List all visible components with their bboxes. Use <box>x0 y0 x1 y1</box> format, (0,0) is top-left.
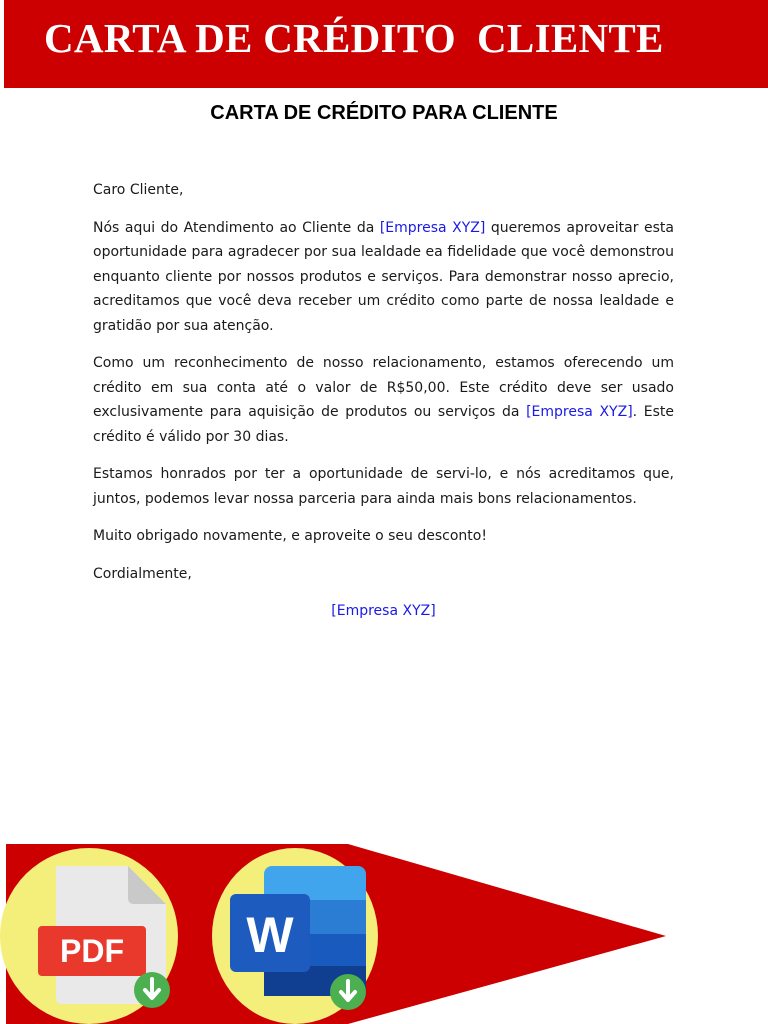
word-file-icon <box>212 848 378 1024</box>
paragraph-4: Muito obrigado novamente, e aproveite o seu desconto! <box>93 528 487 544</box>
header-banner <box>4 0 768 88</box>
word-download-button[interactable] <box>212 848 378 1024</box>
pdf-file-icon <box>0 848 178 1024</box>
paragraph-1-text-b: queremos aproveitar esta oportunidade para agradecer por sua lealdade ea fidelidade que você demonstrou enquanto cliente por nossos produtos e serviços. Para demonstrar nosso aprecio, acreditamos que você deva receber um crédito como parte de nossa lealdade e gratidão por sua atenção. <box>93 219 674 334</box>
company-placeholder: [Empresa XYZ] <box>379 219 486 236</box>
paragraph-3: Estamos honrados por ter a oportunidade de servi-lo, e nós acreditamos que, juntos, podemos levar nossa parceria para ainda mais bons relacionamentos. <box>93 466 674 507</box>
greeting: Caro Cliente, <box>93 182 184 198</box>
paragraph-1-text-a: Nós aqui do Atendimento ao Cliente da <box>93 219 380 236</box>
paragraph-2-text-b: . Este crédito é válido por 30 dias. <box>93 404 674 445</box>
paragraph-2-text-a: Como um reconhecimento de nosso relacionamento, estamos oferecendo um crédito em sua conta até o valor de R$50,00. Este crédito deve ser usado exclusivamente para aquisição de produtos ou serviços da <box>93 355 674 420</box>
word-label: W <box>246 907 294 963</box>
closing: Cordialmente, <box>93 565 192 582</box>
banner-title: CARTA DE CRÉDITO CLIENTE <box>44 15 664 61</box>
paragraph-1 <box>93 216 674 339</box>
company-placeholder: [Empresa XYZ] <box>526 404 633 420</box>
letter-body <box>93 178 674 637</box>
signature: [Empresa XYZ] <box>331 603 436 619</box>
pdf-download-button[interactable] <box>0 848 178 1024</box>
paragraph-2 <box>93 351 674 449</box>
pdf-label: PDF <box>60 933 124 969</box>
document-title: CARTA DE CRÉDITO PARA CLIENTE <box>210 102 558 124</box>
